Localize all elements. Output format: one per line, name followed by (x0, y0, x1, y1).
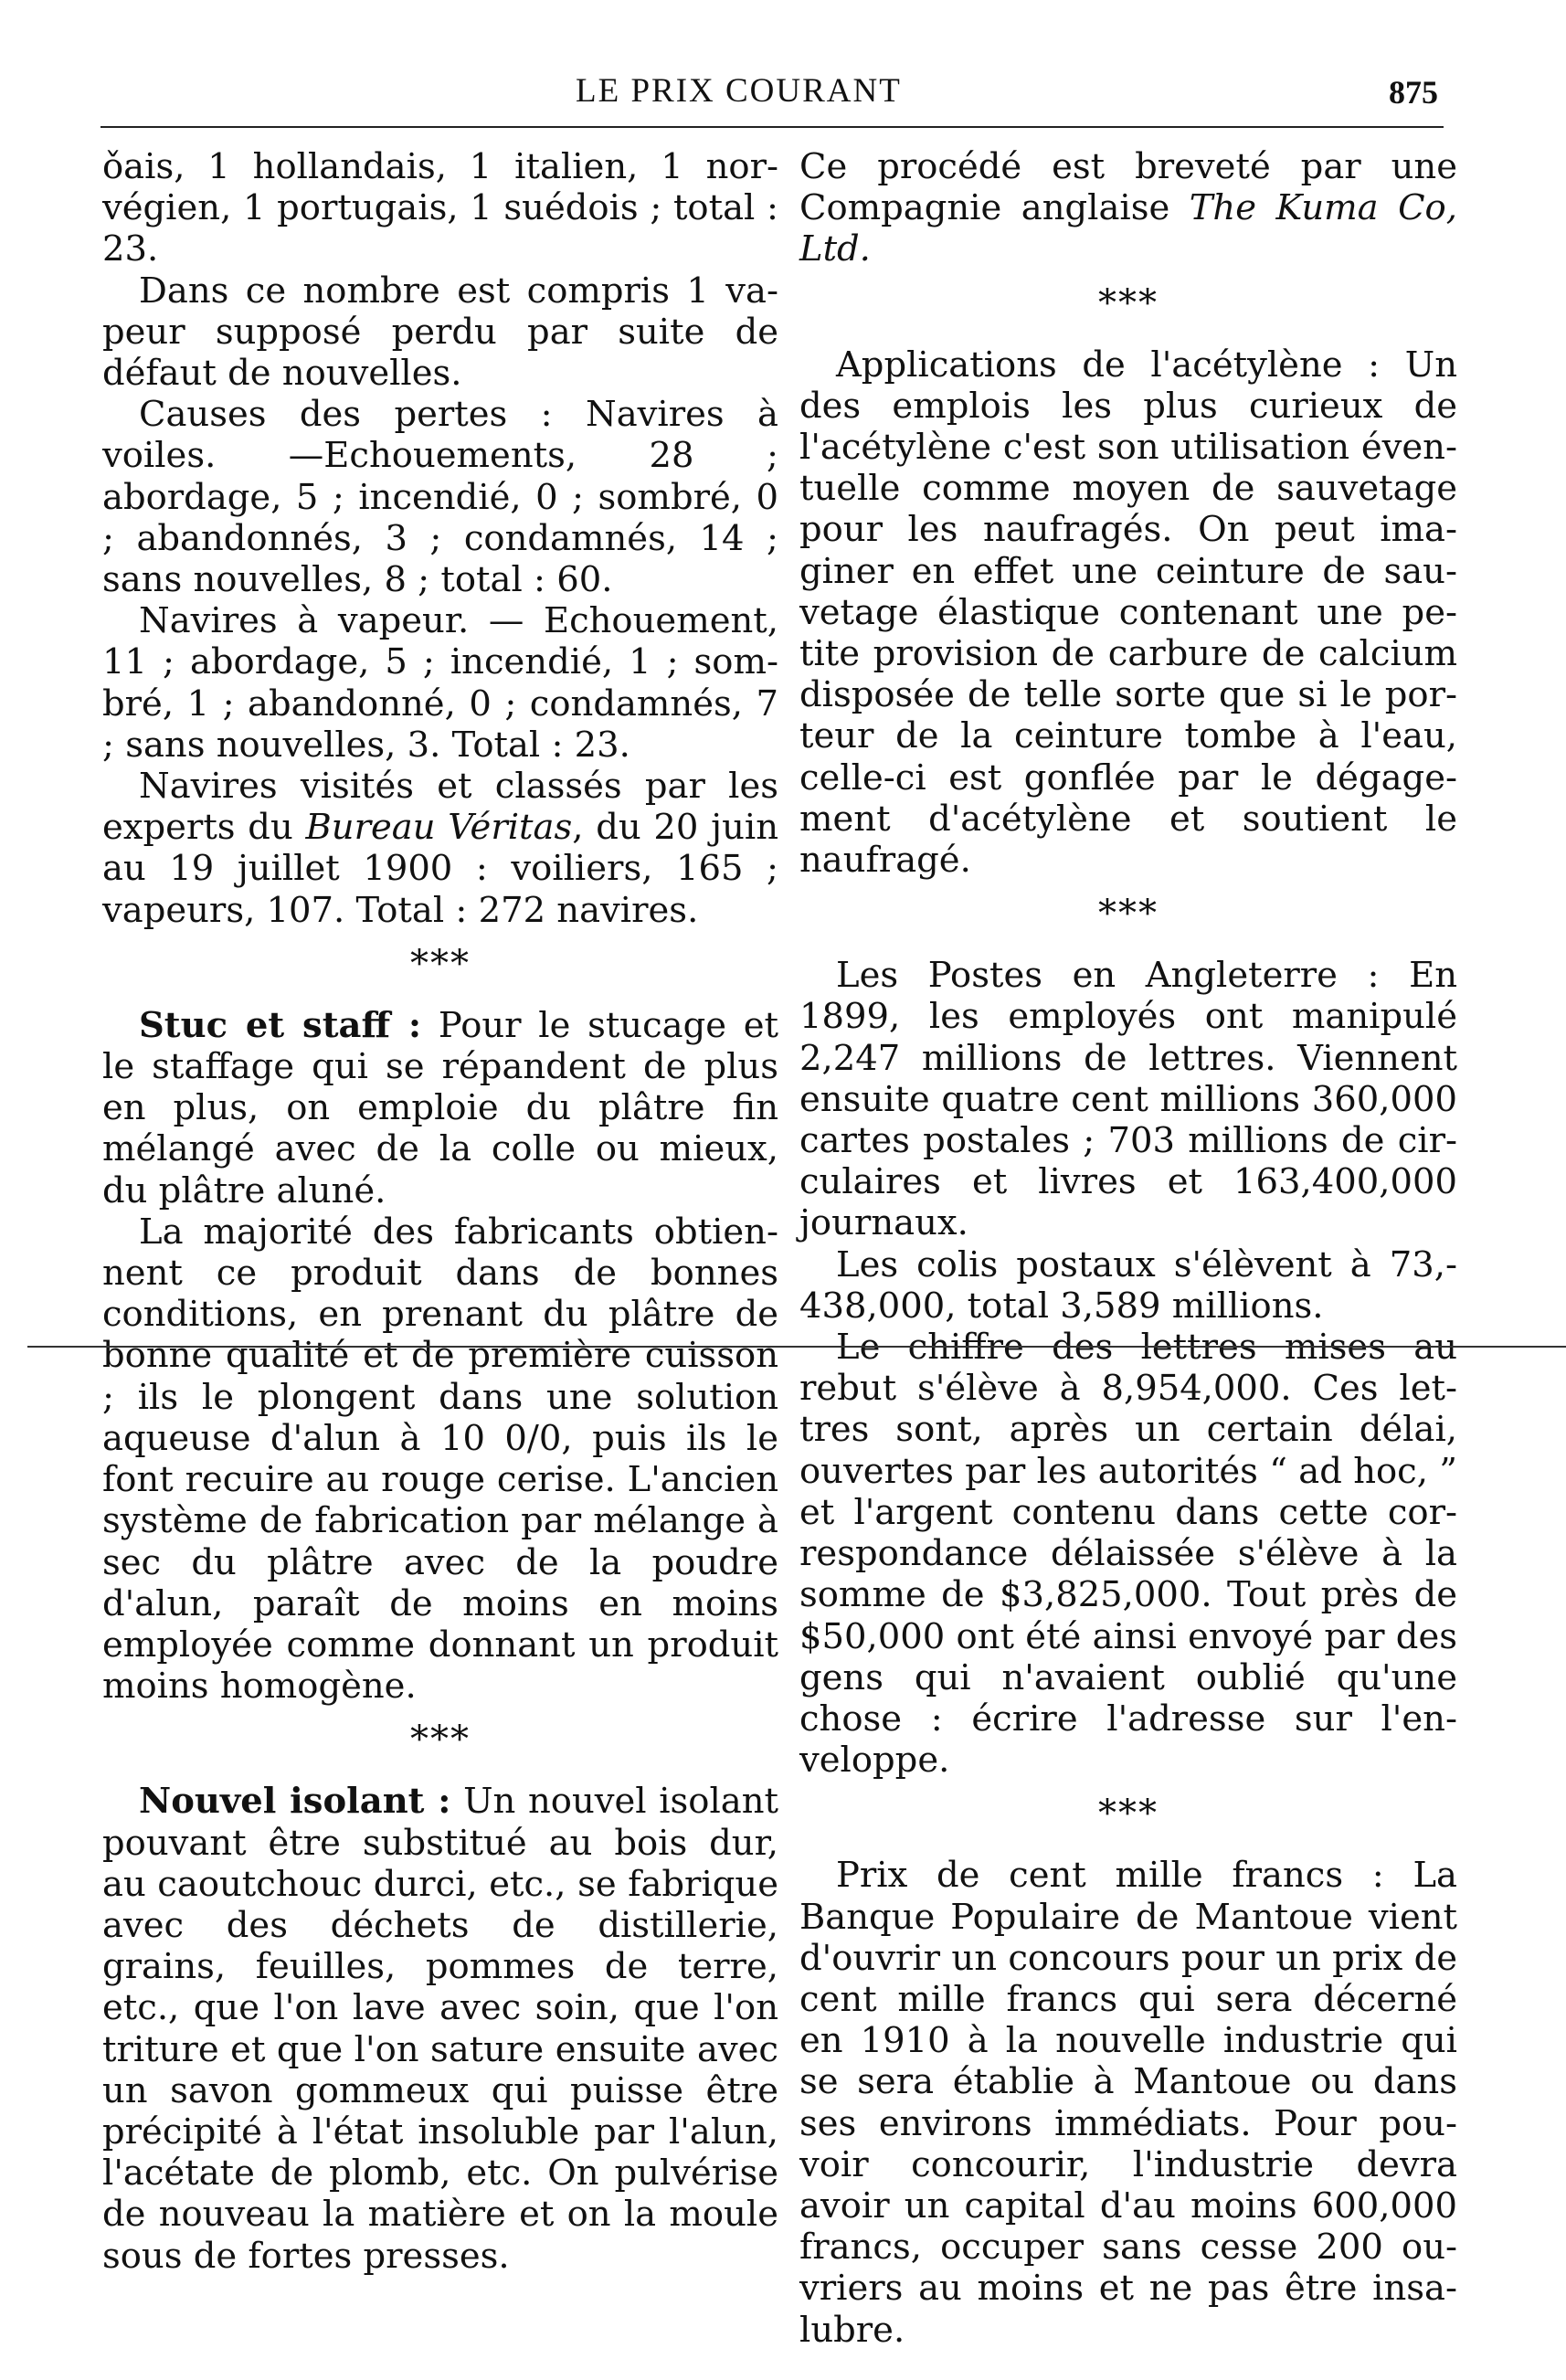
paragraph-acetylene: Applications de l'acétylène : Un des emplois les plus curieux de l'acétylène c'est son utilisation éventuelle comme moyen de sauvetage pour les naufragés. On peut imaginer en effet une ceinture de sauvetage élastique contenant une petite provision de carbure de calcium disposée de telle sorte que si le porteur de la ceinture tombe à l'eau, celle-ci est gonflée par le dégagement d'acétylène et soutient le naufragé. (799, 344, 1457, 882)
paragraph-veritas: Navires visités et classés par les experts du Bureau Véritas, du 20 juin au 19 juillet 1900 : voiliers, 165 ; vapeurs, 107. Total : 272 navires. (102, 766, 778, 931)
paragraph-postes-lettres: Les Postes en Angleterre : En 1899, les employés ont manipulé 2,247 millions de lettres. Viennent ensuite quatre cent millions 360,000 cartes postales ; 703 millions de circulaires et livres et 163,400,000 journaux. (799, 955, 1457, 1244)
company-name: The Kuma Co, Ltd. (799, 187, 1457, 270)
running-header (101, 66, 1453, 121)
paragraph-stuc-fabrication: La majorité des fabricants obtiennent ce produit dans de bonnes conditions, en prenant du plâtre de bonne qualité et de première cuisson ; ils le plongent dans une solution aqueuse d'alun à 10 0/0, puis ils le font recuire au rouge cerise. L'ancien système de fabrication par mélange à sec du plâtre avec de la poudre d'alun, paraît de moins en moins employée comme donnant un produit moins homogène. (102, 1211, 778, 1708)
paragraph-prix-cent-mille: Prix de cent mille francs : La Banque Populaire de Mantoue vient d'ouvrir un concours pour un prix de cent mille francs qui sera décerné en 1910 à la nouvelle industrie qui se sera établie à Mantoue ou dans ses environs immédiats. Pour pouvoir concourir, l'industrie devra avoir un capital d'au moins 600,000 francs, occuper sans cesse 200 ouvriers au moins et ne pas être insalubre. (799, 1855, 1457, 2351)
header-rule (101, 126, 1444, 128)
paragraph-steamer-lost: Dans ce nombre est compris 1 vapeur supposé perdu par suite de défaut de nouvelles. (102, 270, 778, 395)
heading-nouvel-isolant: Nouvel isolant : (139, 1781, 451, 1823)
paragraph-stuc-staff: Stuc et staff : Pour le stucage et le staffage qui se répandent de plus en plus, on emploie du plâtre fin mélangé avec de la colle ou mieux, du plâtre aluné. (102, 1004, 779, 1211)
bureau-veritas-name: Bureau Véritas (305, 807, 573, 849)
page-number: 875 (1389, 74, 1438, 111)
paragraph-steam-losses: Navires à vapeur. — Echouement, 11 ; abordage, 5 ; incendié, 1 ; sombré, 1 ; abandonné, 0 ; condamnés, 7 ; sans nouvelles, 3. Total : 23. (102, 600, 778, 766)
paragraph-nouvel-isolant: Nouvel isolant : Un nouvel isolant pouvant être substitué au bois dur, au caoutchouc durci, etc., se fabrique avec des déchets de distillerie, grains, feuilles, pommes de terre, etc., que l'on lave avec soin, que l'on triture et que l'on sature ensuite avec un savon gommeux qui puisse être précipité à l'état insoluble par l'alun, l'acétate de plomb, etc. On pulvérise de nouveau la matière et on la moule sous de fortes presses. (102, 1781, 779, 2277)
section-separator: *** (1098, 281, 1159, 324)
right-column (799, 146, 1457, 2351)
paragraph-brevet: Ce procédé est breveté par une Compagnie anglaise The Kuma Co, Ltd. (799, 146, 1457, 270)
paragraph-ship-nationalities: ǒais, 1 hollandais, 1 italien, 1 norvégien, 1 portugais, 1 suédois ; total : 23. (102, 146, 778, 270)
paragraph-lettres-rebut: Le chiffre des lettres mises au rebut s'élève à 8,954,000. Ces lettres sont, après un certain délai, ouvertes par les autorités “ ad hoc, ” et l'argent contenu dans cette correspondance délaissée s'élève à la somme de $3,825,000. Tout près de $50,000 ont été ainsi envoyé par des gens qui n'avaient oublié qu'une chose : écrire l'adresse sur l'enveloppe. (799, 1327, 1457, 1782)
section-separator: *** (410, 1719, 471, 1761)
section-separator: *** (410, 942, 471, 985)
section-separator: *** (1098, 893, 1159, 936)
heading-stuc-staff: Stuc et staff : (139, 1004, 422, 1046)
paragraph-colis-postaux: Les colis postaux s'élèvent à 73,438,000, total 3,589 millions. (799, 1243, 1457, 1327)
section-separator: *** (1098, 1793, 1159, 1835)
paragraph-sailing-losses: Causes des pertes : Navires à voiles. —Echouements, 28 ; abordage, 5 ; incendié, 0 ; sombré, 0 ; abandonnés, 3 ; condamnés, 14 ; sans nouvelles, 8 ; total : 60. (102, 394, 778, 601)
running-title: LE PRIX COURANT (576, 72, 902, 110)
left-column (102, 146, 778, 2277)
scan-artifact-line (27, 1346, 1566, 1348)
